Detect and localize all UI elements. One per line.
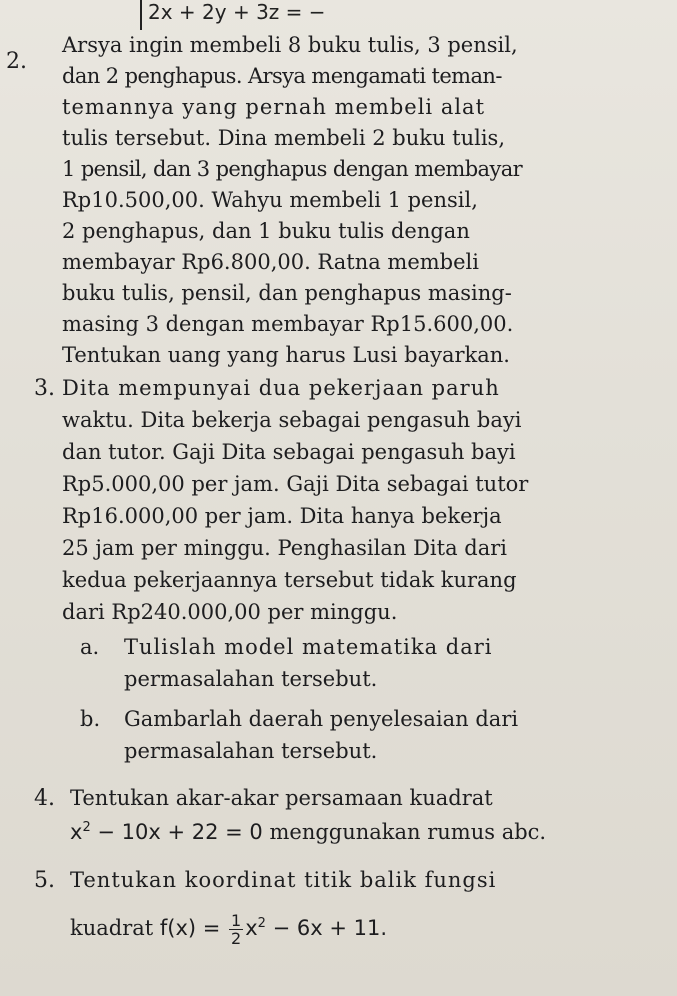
function-exponent: 2 [257, 916, 266, 931]
text-line: 2 penghapus, dan 1 buku tulis dengan [62, 219, 470, 243]
text-line: Arsya ingin membeli 8 buku tulis, 3 pensil, [62, 33, 518, 57]
problem-number: 3. [34, 376, 55, 401]
function-variable: x [245, 916, 258, 940]
text-line: Dita mempunyai dua pekerjaan paruh [62, 376, 500, 400]
text-line: 25 jam per minggu. Penghasilan Dita dari [62, 536, 507, 560]
text-line: masing 3 dengan membayar Rp15.600,00. [62, 312, 514, 336]
text-line: Rp16.000,00 per jam. Dita hanya bekerja [62, 504, 502, 528]
text-line: dari Rp240.000,00 per minggu. [62, 600, 398, 624]
text-line: membayar Rp6.800,00. Ratna membeli [62, 250, 479, 274]
text-line: tulis tersebut. Dina membeli 2 buku tulis, [62, 126, 505, 150]
text-line: Rp10.500,00. Wahyu membeli 1 pensil, [62, 188, 478, 212]
text-line: dan tutor. Gaji Dita sebagai pengasuh bayi [62, 440, 516, 464]
equation-fragment: 2x + 2y + 3z = − [140, 0, 326, 30]
fraction-denominator: 2 [231, 929, 242, 948]
text-line: Tentukan uang yang harus Lusi bayarkan. [62, 343, 510, 367]
subitem-label: a. [80, 635, 100, 659]
equation-line [70, 817, 546, 848]
problem-number: 4. [34, 786, 55, 811]
text-line: temannya yang pernah membeli alat [62, 95, 486, 119]
problem-number: 5. [34, 868, 55, 893]
text-line: Gambarlah daerah penyelesaian dari [124, 707, 519, 731]
equation-exponent: 2 [82, 820, 91, 835]
text-line: Tentukan akar-akar persamaan kuadrat [70, 786, 493, 810]
text-line: buku tulis, pensil, dan penghapus masing- [62, 281, 512, 305]
text-line: kedua pekerjaannya tersebut tidak kurang [62, 568, 517, 592]
text-line: permasalahan tersebut. [124, 739, 378, 763]
problem-number: 2. [6, 49, 27, 74]
text-fragment: menggunakan rumus abc. [262, 820, 547, 844]
text-line: Rp5.000,00 per jam. Gaji Dita sebagai tutor [62, 472, 529, 496]
text-line: dan 2 penghapus. Arsya mengamati teman- [62, 64, 502, 88]
text-line: permasalahan tersebut. [124, 667, 378, 691]
function-line [70, 912, 387, 947]
text-line: 1 pensil, dan 3 penghapus dengan membayar [62, 157, 523, 181]
text-line: Tulislah model matematika dari [124, 635, 493, 659]
function-name: f(x) = [159, 916, 228, 940]
text-fragment: kuadrat [70, 916, 160, 940]
fraction-numerator: 1 [231, 911, 242, 930]
subitem-label: b. [80, 707, 101, 731]
text-line: waktu. Dita bekerja sebagai pengasuh bayi [62, 408, 522, 432]
equation-rest: − 10x + 22 = 0 [90, 820, 263, 844]
equation-variable: x [70, 820, 83, 844]
function-rest: − 6x + 11. [265, 916, 388, 940]
text-line: Tentukan koordinat titik balik fungsi [70, 868, 497, 892]
fraction [229, 912, 243, 947]
